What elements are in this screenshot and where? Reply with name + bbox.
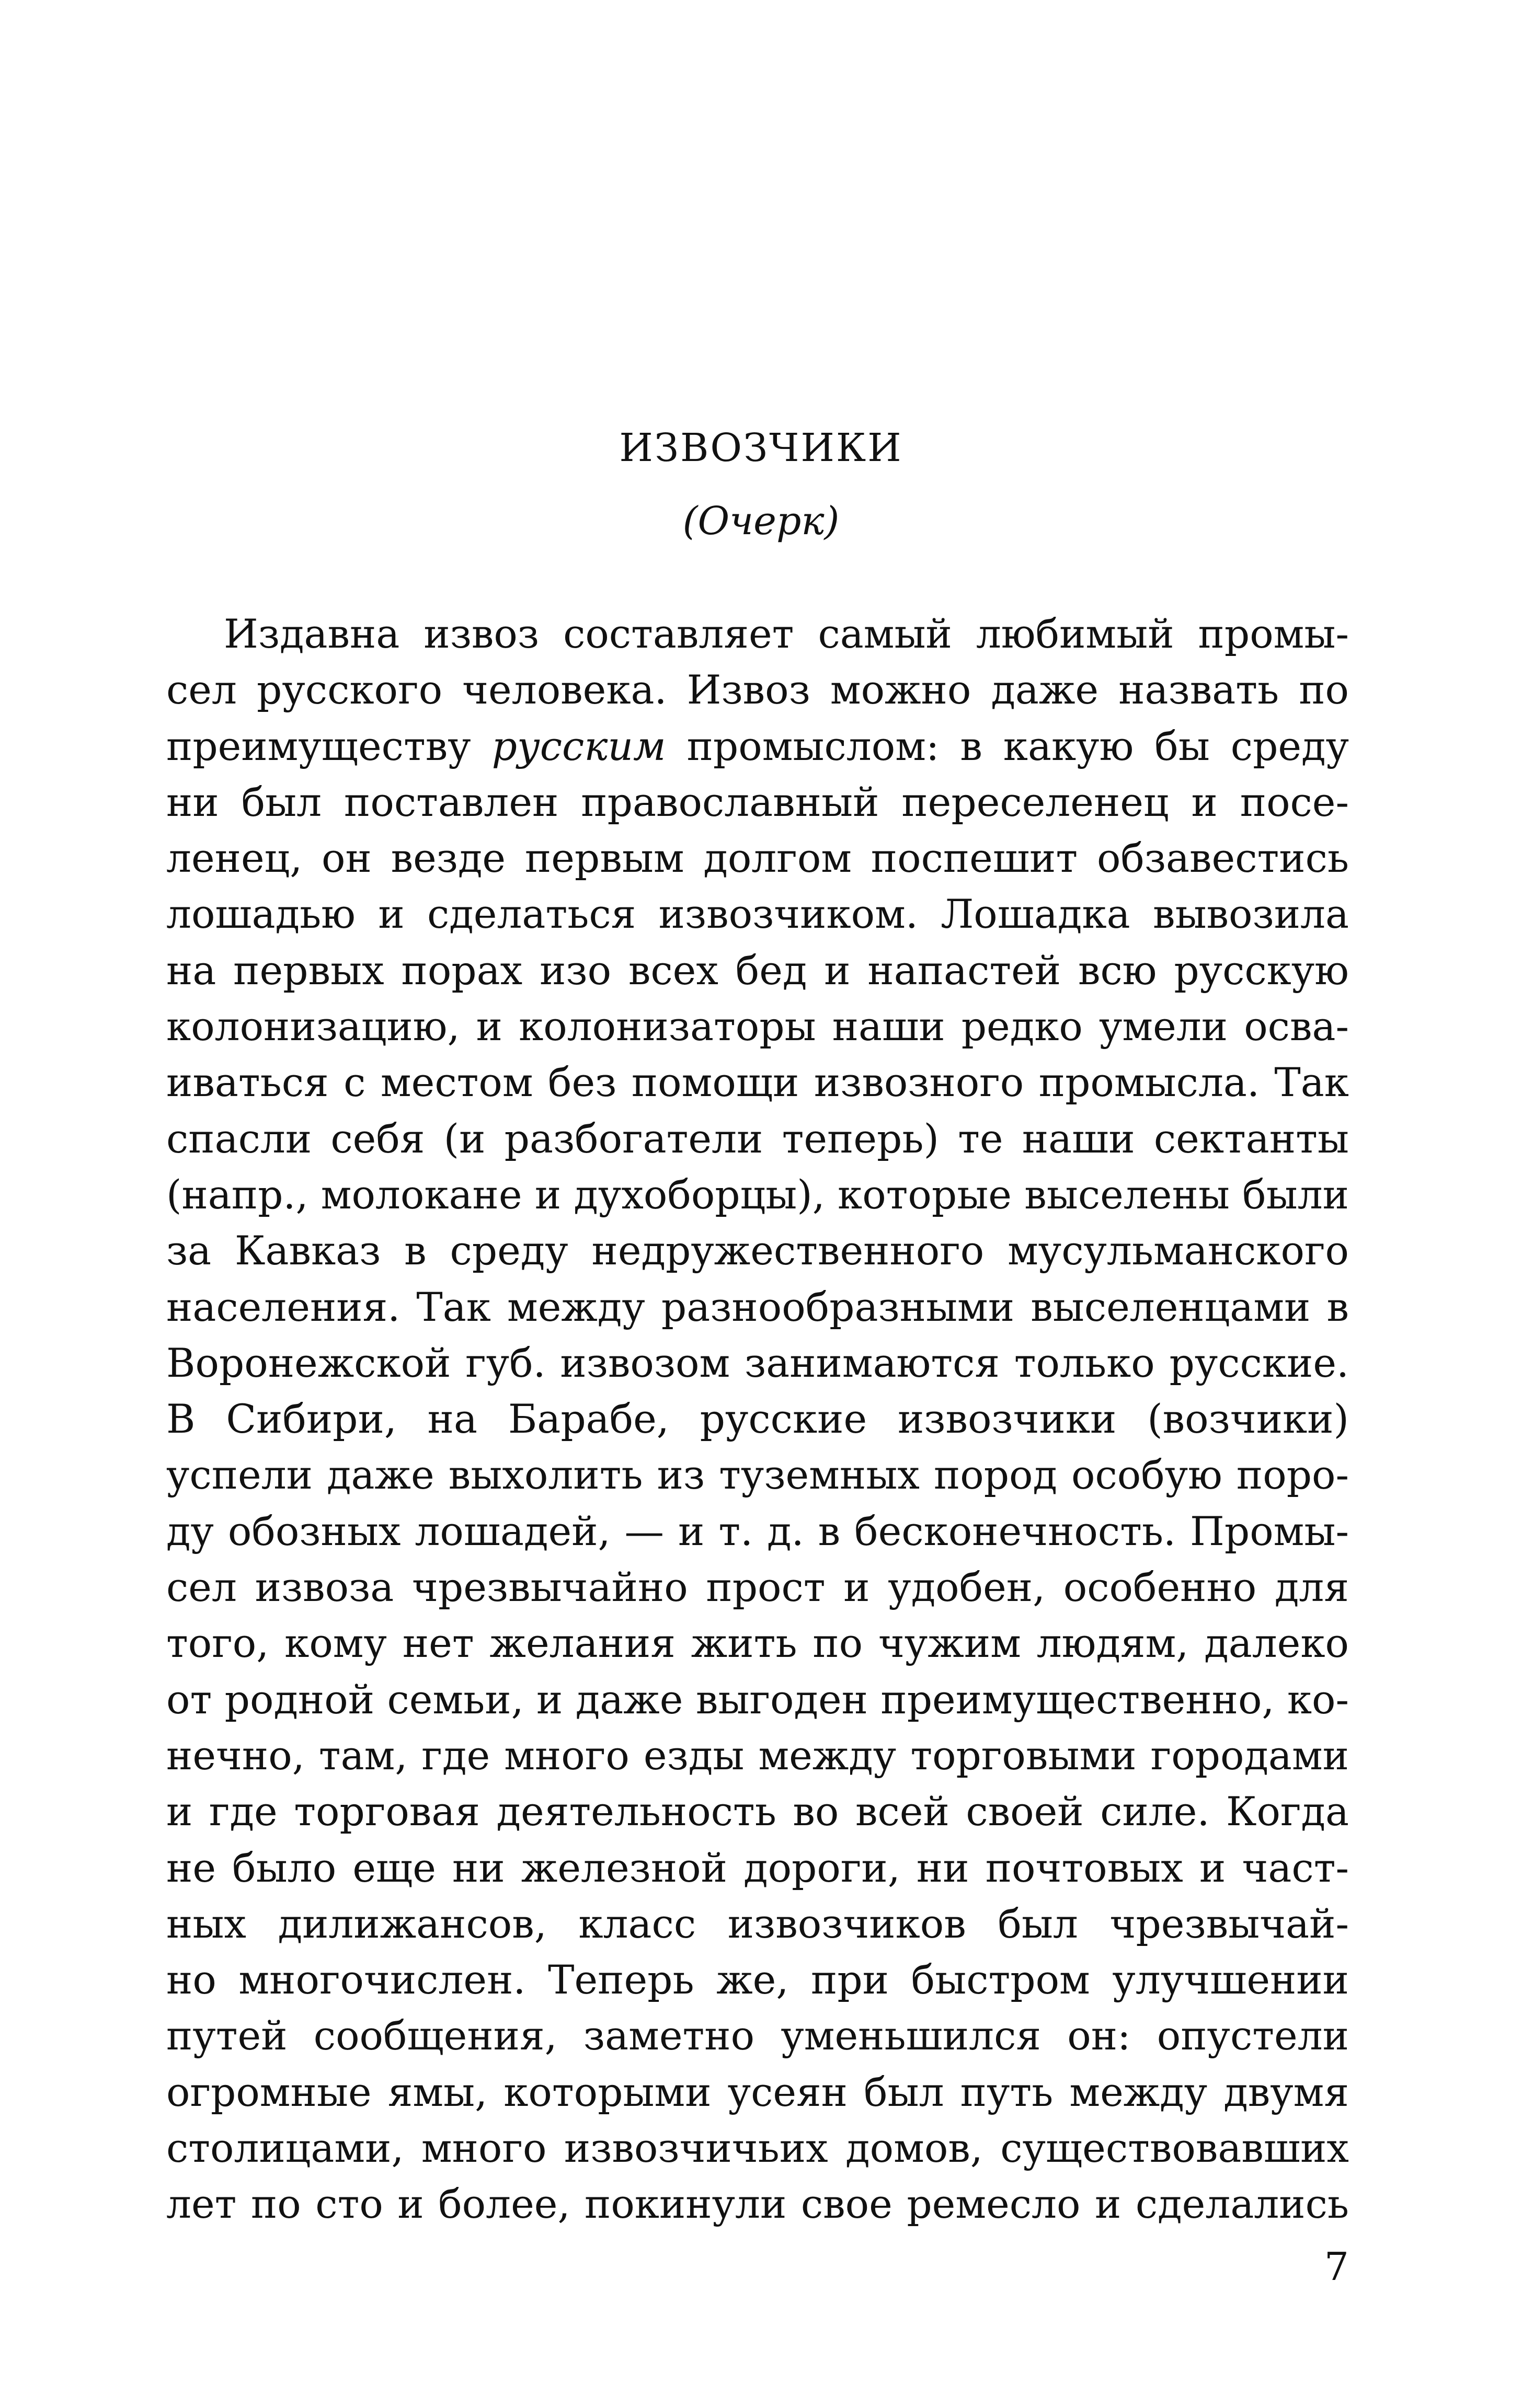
text-fragment: промыслом: в какую бы среду [666, 723, 1349, 769]
text-fragment: преимуществу [166, 723, 492, 769]
emphasized-word: русским [491, 723, 666, 769]
text-line: Издавна извоз составляет самый любимый промы- [224, 611, 1349, 657]
text-line: ду обозных лошадей, — и т. д. в бесконечность. Промы- [166, 1508, 1349, 1554]
text-line: не было еще ни железной дороги, ни почтовых и част- [166, 1845, 1349, 1891]
text-line: населения. Так между разнообразными выселенцами в [166, 1284, 1349, 1330]
text-line: спасли себя (и разбогатели теперь) те наши сектанты [166, 1115, 1349, 1162]
page-number: 7 [1324, 2244, 1349, 2289]
text-line: за Кавказ в среду недружественного мусульманского [166, 1228, 1349, 1274]
text-line-with-emphasis [166, 719, 1349, 775]
text-line: сел русского человека. Извоз можно даже назвать по [166, 667, 1349, 713]
text-line: В Сибири, на Барабе, русские извозчики (возчики) [166, 1396, 1349, 1443]
text-line: колонизацию, и колонизаторы наши редко умели осва- [166, 1004, 1349, 1050]
text-line: успели даже выхолить из туземных пород особую поро- [166, 1452, 1349, 1499]
text-line: (напр., молокане и духоборцы), которые выселены были [166, 1171, 1349, 1218]
text-line: от родной семьи, и даже выгоден преимущественно, ко- [166, 1676, 1349, 1723]
text-line: иваться с местом без помощи извозного промысла. Так [166, 1059, 1349, 1106]
text-line: того, кому нет желания жить по чужим людям, далеко [166, 1620, 1349, 1667]
text-line: ни был поставлен православный переселенец и посе- [166, 779, 1349, 825]
text-line: путей сообщения, заметно уменьшился он: опустели [166, 2013, 1349, 2059]
text-line: сел извоза чрезвычайно прост и удобен, особенно для [166, 1564, 1349, 1611]
text-line: огромные ямы, которыми усеян был путь между двумя [166, 2069, 1349, 2115]
text-line: лошадью и сделаться извозчиком. Лошадка вывозила [166, 891, 1349, 938]
text-line: лет по сто и более, покинули свое ремесло и сделались [166, 2181, 1349, 2228]
text-line: и где торговая деятельность во всей своей силе. Когда [166, 1789, 1349, 1835]
text-line: Воронежской губ. извозом занимаются только русские. [166, 1340, 1349, 1386]
text-line: нечно, там, где много езды между торговыми городами [166, 1732, 1349, 1779]
chapter-title: ИЗВОЗЧИКИ [619, 425, 903, 470]
text-line: столицами, много извозчичьих домов, существовавших [166, 2125, 1349, 2172]
text-line: но многочислен. Теперь же, при быстром улучшении [166, 1957, 1349, 2003]
text-line: ленец, он везде первым долгом поспешит обзавестись [166, 835, 1349, 882]
body-text [166, 606, 1349, 2233]
chapter-subtitle: (Очерк) [682, 499, 840, 544]
text-line: ных дилижансов, класс извозчиков был чрезвычай- [166, 1900, 1349, 1947]
text-line: на первых порах изо всех бед и напастей всю русскую [166, 947, 1349, 994]
